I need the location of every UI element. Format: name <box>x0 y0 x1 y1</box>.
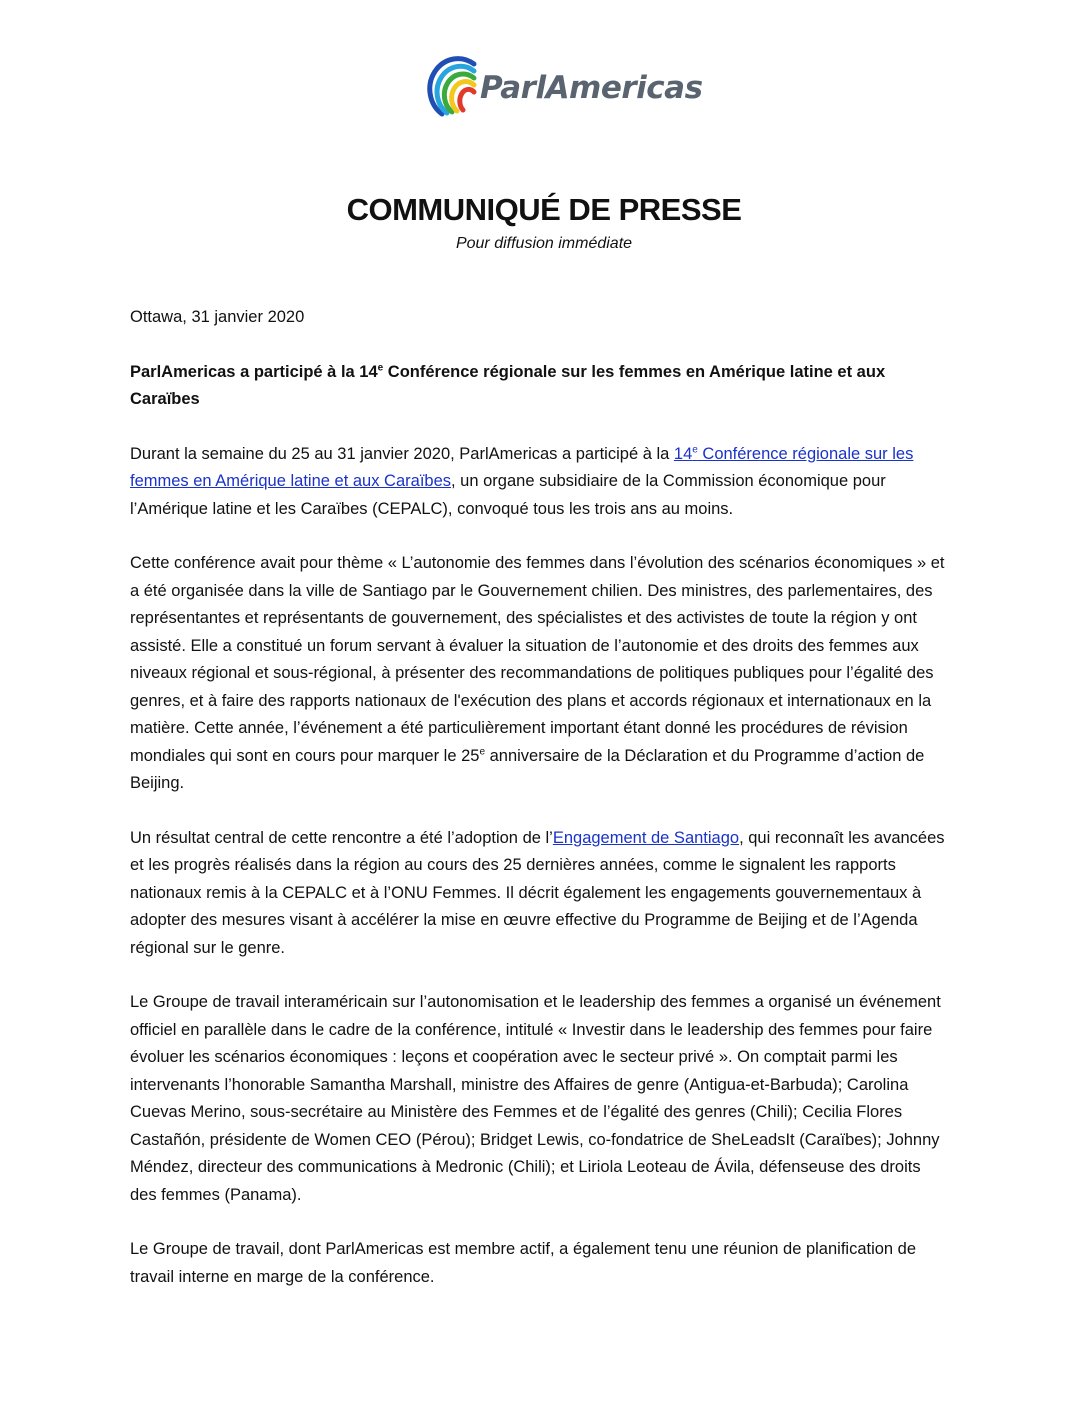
page-subtitle: Pour diffusion immédiate <box>455 235 633 252</box>
conference-link-text-start: 14 <box>673 444 693 463</box>
headline-superscript: e <box>377 362 384 373</box>
conference-link-superscript: e <box>692 444 698 455</box>
dateline: Ottawa, 31 janvier 2020 <box>130 308 305 326</box>
press-release-body <box>130 304 945 1318</box>
logo-wordmark: ParlAmericas <box>480 70 703 106</box>
paragraph-3-text-start: Un résultat central de cette rencontre a été l’adoption de l’ <box>130 828 553 847</box>
paragraph-2 <box>130 550 945 798</box>
conference-link-text-end: Conférence régionale sur les femmes en Amérique latine et aux Caraïbes <box>130 444 914 490</box>
paragraph-5: Le Groupe de travail, dont ParlAmericas est membre actif, a également tenu une réunion de planification de travail interne en marge de la conférence. <box>130 1240 917 1286</box>
paragraph-2-superscript: e <box>479 746 486 757</box>
paragraph-2-text-end: anniversaire de la Déclaration et du Programme d’action de Beijing. <box>130 746 925 792</box>
page-title: COMMUNIQUÉ DE PRESSE <box>346 192 742 227</box>
paragraph-1-text-end: , un organe subsidiaire de la Commission économique pour l’Amérique latine et les Caraïbes (CEPALC), convoqué tous les trois ans au moins. <box>130 472 886 518</box>
paragraph-1 <box>130 441 945 524</box>
paragraph-3-text-end: , qui reconnaît les avancées et les progrès réalisés dans la région au cours des 25 dernières années, comme le signalent les rapports nationaux remis à la CEPALC et à l’ONU Femmes. Il décrit également les engagements gouvernementaux à adopter des mesures visant à accélérer la mise en œuvre effective du Programme de Beijing et de l’Agenda régional sur le genre. <box>130 828 945 957</box>
paragraph-4: Le Groupe de travail interaméricain sur l’autonomisation et le leadership des femmes a organisé un événement officiel en parallèle dans le cadre de la conférence, intitulé « Investir dans le leadership des femmes pour faire évoluer les scénarios économiques : leçons et coopération avec le secteur privé ». On comptait parmi les intervenants l’honorable Samantha Marshall, ministre des Affaires de genre (Antigua-et-Barbuda); Carolina Cuevas Merino, sous-secrétaire au Ministère des Femmes et de l’égalité des genres (Chili); Cecilia Flores Castañón, présidente de Women CEO (Pérou); Bridget Lewis, co-fondatrice de SheLeadsIt (Caraïbes); Johnny Méndez, directeur des communications à Medronic (Chili); et Liriola Leoteau de Ávila, défenseuse des droits des femmes (Panama). <box>130 993 941 1204</box>
paragraph-3 <box>130 825 945 963</box>
engagement-santiago-link[interactable]: Engagement de Santiago <box>552 828 740 847</box>
headline <box>130 359 945 414</box>
parlamericas-logo <box>420 50 720 122</box>
rainbow-arc-icon <box>420 50 482 122</box>
paragraph-2-text-start: Cette conférence avait pour thème « L’autonomie des femmes dans l’évolution des scénarios économiques » et a été organisée dans la ville de Santiago par le Gouvernement chilien. Des ministres, des parlementaires, des représentantes et représentants de gouvernement, des spécialistes et des activistes de toute la région y ont assisté. Elle a constitué un forum servant à évaluer la situation de l’autonomie et des droits des femmes aux niveaux régional et sous-régional, à présenter des recommandations de politiques publiques pour l’égalité des genres, et à faire des rapports nationaux de l'exécution des plans et accords régionaux et internationaux en la matière. Cette année, l’événement a été particulièrement important étant donné les procédures de révision mondiales qui sont en cours pour marquer le 25 <box>130 554 945 765</box>
headline-text-end: Conférence régionale sur les femmes en Amérique latine et aux Caraïbes <box>130 362 886 408</box>
paragraph-1-text-start: Durant la semaine du 25 au 31 janvier 2020, ParlAmericas a participé à la <box>130 444 674 463</box>
headline-text-start: ParlAmericas a participé à la 14 <box>130 362 378 381</box>
